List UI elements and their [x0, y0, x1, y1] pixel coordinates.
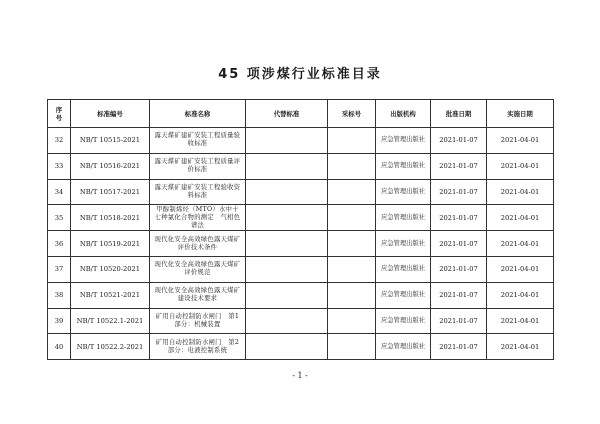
cell-name: 甲醇制烯烃（MTO）水中十七种氯化合物的测定 气相色谱法 — [150, 205, 246, 231]
cell-seq: 35 — [48, 205, 71, 231]
header-replaces: 代替标准 — [246, 100, 328, 128]
table-row — [48, 128, 554, 154]
cell-name: 露天煤矿建矿安装工程验收资料标准 — [150, 179, 246, 205]
header-seq: 序号 — [48, 100, 71, 128]
cell-approval-date: 2021-01-07 — [431, 231, 487, 257]
cell-filing — [328, 308, 376, 334]
header-filing: 采标号 — [328, 100, 376, 128]
cell-effective-date: 2021-04-01 — [487, 205, 554, 231]
header-name: 标准名称 — [150, 100, 246, 128]
cell-seq: 37 — [48, 256, 71, 282]
cell-effective-date: 2021-04-01 — [487, 282, 554, 308]
cell-seq: 34 — [48, 179, 71, 205]
cell-replaces — [246, 334, 328, 360]
cell-filing — [328, 282, 376, 308]
cell-name: 现代化安全高效绿色露天煤矿评价技术条件 — [150, 231, 246, 257]
standards-table — [47, 99, 554, 360]
cell-publisher: 应急管理出版社 — [376, 231, 431, 257]
table-row — [48, 205, 554, 231]
table-row — [48, 334, 554, 360]
cell-publisher: 应急管理出版社 — [376, 205, 431, 231]
cell-seq: 39 — [48, 308, 71, 334]
cell-code: NB/T 10518-2021 — [71, 205, 150, 231]
cell-approval-date: 2021-01-07 — [431, 205, 487, 231]
header-code: 标准编号 — [71, 100, 150, 128]
cell-publisher: 应急管理出版社 — [376, 153, 431, 179]
cell-code: NB/T 10522.1-2021 — [71, 308, 150, 334]
cell-approval-date: 2021-01-07 — [431, 153, 487, 179]
cell-effective-date: 2021-04-01 — [487, 256, 554, 282]
cell-publisher: 应急管理出版社 — [376, 282, 431, 308]
table-row — [48, 153, 554, 179]
cell-code: NB/T 10516-2021 — [71, 153, 150, 179]
cell-code: NB/T 10517-2021 — [71, 179, 150, 205]
cell-replaces — [246, 231, 328, 257]
cell-effective-date: 2021-04-01 — [487, 308, 554, 334]
cell-seq: 38 — [48, 282, 71, 308]
cell-seq: 40 — [48, 334, 71, 360]
cell-name: 露天煤矿建矿安装工程质量验收标准 — [150, 128, 246, 154]
cell-publisher: 应急管理出版社 — [376, 256, 431, 282]
table-row — [48, 282, 554, 308]
document-title: 45 项涉煤行业标准目录 — [218, 67, 382, 82]
cell-replaces — [246, 179, 328, 205]
cell-filing — [328, 256, 376, 282]
header-effective-date: 实施日期 — [487, 100, 554, 128]
cell-filing — [328, 205, 376, 231]
cell-effective-date: 2021-04-01 — [487, 179, 554, 205]
cell-seq: 33 — [48, 153, 71, 179]
cell-replaces — [246, 308, 328, 334]
cell-code: NB/T 10522.2-2021 — [71, 334, 150, 360]
cell-name: 矿用自动控制防水闸门 第2部分：电液控制系统 — [150, 334, 246, 360]
cell-filing — [328, 179, 376, 205]
cell-code: NB/T 10520-2021 — [71, 256, 150, 282]
cell-replaces — [246, 282, 328, 308]
cell-seq: 32 — [48, 128, 71, 154]
cell-filing — [328, 334, 376, 360]
cell-effective-date: 2021-04-01 — [487, 153, 554, 179]
cell-publisher: 应急管理出版社 — [376, 334, 431, 360]
header-publisher: 出版机构 — [376, 100, 431, 128]
cell-code: NB/T 10521-2021 — [71, 282, 150, 308]
cell-name: 现代化安全高效绿色露天煤矿建设技术要求 — [150, 282, 246, 308]
table-header-row — [48, 100, 554, 128]
cell-code: NB/T 10515-2021 — [71, 128, 150, 154]
cell-publisher: 应急管理出版社 — [376, 128, 431, 154]
cell-replaces — [246, 128, 328, 154]
cell-publisher: 应急管理出版社 — [376, 308, 431, 334]
cell-name: 现代化安全高效绿色露天煤矿评价规范 — [150, 256, 246, 282]
table-row — [48, 308, 554, 334]
cell-approval-date: 2021-01-07 — [431, 256, 487, 282]
cell-code: NB/T 10519-2021 — [71, 231, 150, 257]
page-number: - 1 - — [292, 371, 308, 380]
cell-name: 露天煤矿建矿安装工程质量评价标准 — [150, 153, 246, 179]
cell-replaces — [246, 256, 328, 282]
cell-approval-date: 2021-01-07 — [431, 179, 487, 205]
cell-approval-date: 2021-01-07 — [431, 282, 487, 308]
cell-replaces — [246, 153, 328, 179]
cell-filing — [328, 231, 376, 257]
cell-name: 矿用自动控制防水闸门 第1部分：机械装置 — [150, 308, 246, 334]
table-row — [48, 179, 554, 205]
cell-approval-date: 2021-01-07 — [431, 128, 487, 154]
cell-seq: 36 — [48, 231, 71, 257]
cell-filing — [328, 153, 376, 179]
cell-publisher: 应急管理出版社 — [376, 179, 431, 205]
cell-filing — [328, 128, 376, 154]
table-row — [48, 256, 554, 282]
cell-effective-date: 2021-04-01 — [487, 231, 554, 257]
cell-effective-date: 2021-04-01 — [487, 128, 554, 154]
cell-effective-date: 2021-04-01 — [487, 334, 554, 360]
cell-approval-date: 2021-01-07 — [431, 308, 487, 334]
table-row — [48, 231, 554, 257]
header-approval-date: 批准日期 — [431, 100, 487, 128]
cell-approval-date: 2021-01-07 — [431, 334, 487, 360]
cell-replaces — [246, 205, 328, 231]
